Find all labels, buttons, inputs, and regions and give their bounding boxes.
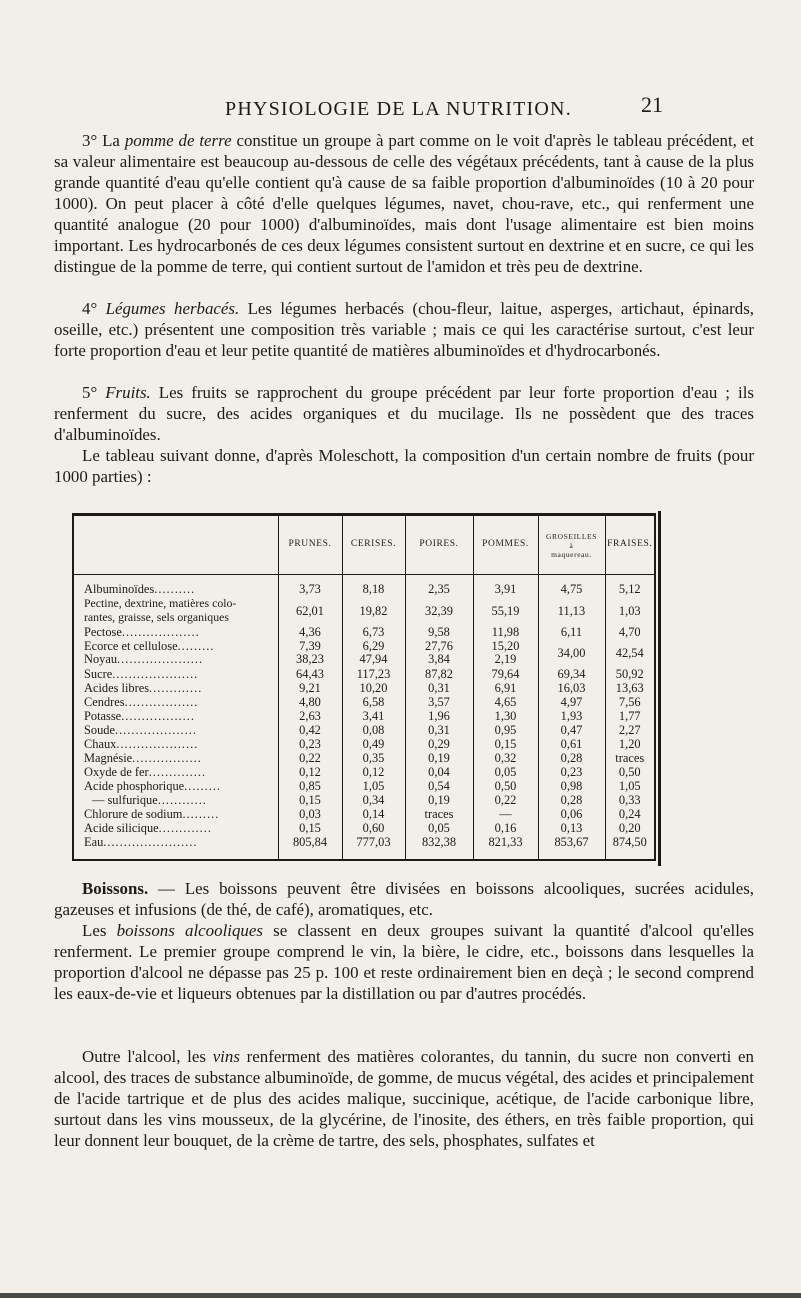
cell-value: 832,38 [405,836,473,859]
cell-value: 0,22 [278,752,342,766]
cell-value: 0,47 [538,724,605,738]
cell-value: 69,34 [538,668,605,682]
table-row: Eau....................... 805,84 777,03 832,38 821,33 853,67 874,50 [74,836,654,859]
cell-value: 1,03 [605,597,654,625]
cell-value: 6,91 [473,682,538,696]
cell-value: 0,28 [538,752,605,766]
cell-value: 874,50 [605,836,654,859]
cell-value: 0,19 [405,752,473,766]
page-header [0,92,801,130]
cell-value: 0,03 [278,808,342,822]
cell-value: 0,19 [405,794,473,808]
cell-value: 8,18 [342,575,405,598]
row-label: Potasse [84,708,122,723]
cell-value: 0,12 [342,766,405,780]
header-groseilles-line2: à [569,540,574,550]
cell-value: 7,56 [605,696,654,710]
paragraph-boissons-alcooliques [54,920,754,1004]
table-header-row [74,516,654,575]
paragraph-text: Le tableau suivant donne, d'après Moleschott, la composition d'un certain nombre de fruits (pour 1000 parties) : [54,446,754,486]
fruit-composition-table [72,513,656,861]
cell-value: 0,60 [342,822,405,836]
table-row: Chaux.................... 0,23 0,49 0,29 0,15 0,61 1,20 [74,738,654,752]
paragraph-text: se classent en deux groupes suivant la quantité d'alcool qu'elles renferment. Le premier groupe comprend le vin, la bière, le cidre, etc., boissons dans lesquelles la proportion d'alcool ne dépasse pas 25 p. 100 et reste ordinairement bien en deçà ; le second comprend les eaux-de-vie et liqueurs obtenues par la distillation ou par d'autres procédés. [54,921,754,1003]
cell-value: 2,35 [405,575,473,598]
cell-value: 0,12 [278,766,342,780]
row-label: Eau [84,835,104,850]
cell-value: 0,23 [538,766,605,780]
cell-value: 0,95 [473,724,538,738]
row-label: rantes, graisse, sels organiques [84,609,229,624]
composition-table [74,516,654,859]
row-label: Albuminoïdes [84,582,155,596]
cell-value: 6,29 [362,638,385,653]
cell-value: 62,01 [278,597,342,625]
table-row [74,597,654,625]
cell-value: 47,94 [359,652,388,667]
paragraph-text: renferment des matières colorantes, du tannin, du sucre non converti en alcool, des traces de substance albuminoïde, de gomme, de mucus végétal, des acides et principalement de l'acide tartrique et de plus des acides malique, succinique, acétique, de l'acide carbonique libre, surtout dans les vins mousseux, de la glycérine, de l'inosite, des éthers, en très faible proportion, qui leur donnent leur bouquet, de la crème de tartre, des sels, phosphates, sulfates et [54,1047,754,1150]
cell-value: 0,35 [342,752,405,766]
cell-value: 0,23 [278,738,342,752]
scan-edge [0,1293,801,1298]
cell-value: 2,63 [278,710,342,724]
cell-value: 853,67 [538,836,605,859]
header-pommes: POMMES. [473,516,538,575]
cell-value: 3,84 [428,652,450,667]
paragraph-number: 4° [82,299,106,318]
cell-value: 0,20 [605,822,654,836]
row-label: Noyau [84,652,118,667]
cell-value: 6,11 [538,626,605,640]
italic-term: Légumes herbacés. [105,299,240,318]
paragraph-text: constitue un groupe à part comme on le voit d'après le tableau précédent, et sa valeur alimentaire est beaucoup au-dessous de celle des végétaux précédents, tant à cause de la plus grande quantité d'eau qu'elle contient qu'à cause de sa faible proportion d'albuminoïdes (10 à 20 pour 1000). On peut placer à côté d'elle quelques légumes, navet, chou-rave, etc., qui renferment une quantité analogue (20 pour 1000) d'albuminoïdes, mais dont l'usage alimentaire est bien moins important. Les hydrocarbonés de ces deux légumes consistent surtout en dextrine et en sucre, ce qui les distingue de la pomme de terre, qui contient surtout de l'amidon et très peu de dextrine. [54,131,754,276]
paragraph-fruits [54,382,754,445]
cell-value: 1,05 [342,780,405,794]
row-label: Sucre [84,666,113,681]
cell-value: traces [605,752,654,766]
table-row: Acide silicique............. 0,15 0,60 0,05 0,16 0,13 0,20 [74,822,654,836]
header-prunes: PRUNES. [278,516,342,575]
cell-value: 0,15 [278,794,342,808]
cell-value: 11,98 [473,626,538,640]
cell-value: 9,21 [278,682,342,696]
row-label: Chlorure de sodium [84,807,183,822]
cell-value: 0,61 [538,738,605,752]
cell-value: — [473,808,538,822]
header-groseilles-line3: maquereau. [551,549,592,559]
cell-value: 0,05 [473,766,538,780]
header-fraises: FRAISES. [605,516,654,575]
paragraph-text: Les [82,921,117,940]
paragraph-boissons [54,878,754,920]
cell-value: 0,24 [605,808,654,822]
cell-value: 4,75 [538,575,605,598]
cell-value: 1,77 [605,710,654,724]
cell-value: 11,13 [538,597,605,625]
cell-value: 0,06 [538,808,605,822]
cell-value: 32,39 [405,597,473,625]
cell-value: 0,13 [538,822,605,836]
italic-term: boissons alcooliques [116,921,263,940]
cell-value: 0,98 [538,780,605,794]
cell-value: 79,64 [473,668,538,682]
cell-value: 27,76 [425,638,453,653]
cell-value: 13,63 [605,682,654,696]
page-number: 21 [641,92,663,117]
row-label: Cendres [84,694,125,709]
cell-value: 5,12 [605,575,654,598]
italic-term: Fruits. [105,383,151,402]
row-label: Ecorce et cellulose [84,638,178,653]
cell-value: 50,92 [605,668,654,682]
cell-value: 0,34 [342,794,405,808]
cell-value: 1,93 [538,710,605,724]
cell-value: 0,31 [405,724,473,738]
paragraph-tableau-intro [54,445,754,487]
bold-term: Boissons. [82,879,149,898]
cell-value: 42,54 [605,640,654,668]
cell-value: 7,39 [299,638,321,653]
row-label: Acide silicique [84,821,159,836]
cell-value: 1,20 [605,738,654,752]
cell-value: 1,05 [605,780,654,794]
row-label: Oxyde de fer [84,765,149,780]
cell-value: 0,33 [605,794,654,808]
table-row: Ecorce et cellulose......... Noyau..................... 7,39 38,23 6,29 47,94 27,76 3,84 15,20 2,19 34,00 42,54 [74,640,654,668]
cell-value: 0,28 [538,794,605,808]
header-cerises: CERISES. [342,516,405,575]
cell-value: 0,15 [473,738,538,752]
table-row: Chlorure de sodium......... 0,03 0,14 traces — 0,06 0,24 [74,808,654,822]
cell-value: 87,82 [405,668,473,682]
cell-value: 0,29 [405,738,473,752]
cell-value: 0,85 [278,780,342,794]
cell-value: 3,41 [342,710,405,724]
cell-value: 19,82 [342,597,405,625]
cell-value: 2,27 [605,724,654,738]
cell-value: 777,03 [342,836,405,859]
row-label: Pectose [84,624,122,639]
cell-value: 805,84 [278,836,342,859]
cell-value: 0,22 [473,794,538,808]
header-empty [74,516,278,575]
cell-value: 34,00 [538,640,605,668]
cell-value: 0,42 [278,724,342,738]
row-label: Magnésie [84,751,133,766]
cell-value: 0,15 [278,822,342,836]
row-label: — sulfurique [92,793,158,808]
cell-value: 0,50 [473,780,538,794]
cell-value: 4,65 [473,696,538,710]
paragraph-text: — Les boissons peuvent être divisées en boissons alcooliques, sucrées acidules, gazeuses et infusions (de thé, de café), aromatiques, etc. [54,879,754,919]
cell-value: 0,31 [405,682,473,696]
paragraph-text: Outre l'alcool, les [82,1047,213,1066]
row-label: Soude [84,722,115,737]
running-title: PHYSIOLOGIE DE LA NUTRITION. [225,98,572,120]
cell-value: 0,05 [405,822,473,836]
paragraph-legumes-herbaces [54,298,754,361]
table-row: Cendres.................. 4,80 6,58 3,57 4,65 4,97 7,56 [74,696,654,710]
table-row: Potasse.................. 2,63 3,41 1,96 1,30 1,93 1,77 [74,710,654,724]
cell-value: 6,58 [342,696,405,710]
paragraph-number: 5° [82,383,106,402]
cell-value: 6,73 [342,626,405,640]
cell-value: 2,19 [494,652,517,667]
italic-term: vins [212,1047,240,1066]
cell-value: 55,19 [473,597,538,625]
table-row: Acides libres............. 9,21 10,20 0,31 6,91 16,03 13,63 [74,682,654,696]
cell-value: 4,36 [278,626,342,640]
cell-value: 4,70 [605,626,654,640]
cell-value: 0,49 [342,738,405,752]
cell-value: 0,50 [605,766,654,780]
paragraph-pomme-de-terre [54,130,754,277]
header-groseilles-line1: GROSEILLES [546,531,597,541]
cell-value: 64,43 [278,668,342,682]
paragraph-text: Les fruits se rapprochent du groupe précédent par leur forte proportion d'eau ; ils renferment du sucre, des acides organiques et du mucilage. Ils ne possèdent que des traces d'albuminoïdes. [54,383,754,444]
table-row: Soude.................... 0,42 0,08 0,31 0,95 0,47 2,27 [74,724,654,738]
cell-value: 3,73 [278,575,342,598]
row-label: Acides libres [84,680,150,695]
header-groseilles [538,516,605,575]
cell-value: 0,08 [342,724,405,738]
row-label: Acide phosphorique [84,779,185,794]
cell-value: 1,96 [405,710,473,724]
table-row: Albuminoïdes.......... 3,73 8,18 2,35 3,91 4,75 5,12 [74,575,654,598]
cell-value: 821,33 [473,836,538,859]
cell-value: 3,57 [405,696,473,710]
cell-value: 10,20 [342,682,405,696]
cell-value: 1,30 [473,710,538,724]
table-row: Acide phosphorique......... 0,85 1,05 0,54 0,50 0,98 1,05 [74,780,654,794]
cell-value: 0,54 [405,780,473,794]
cell-value: 0,32 [473,752,538,766]
cell-value: 38,23 [296,652,324,667]
row-label: Pectine, dextrine, matières colo- [84,596,237,611]
table-row: — sulfurique............ 0,15 0,34 0,19 0,22 0,28 0,33 [74,794,654,808]
cell-value: 0,14 [342,808,405,822]
table-row: Pectose................... 4,36 6,73 9,58 11,98 6,11 4,70 [74,626,654,640]
cell-value: traces [405,808,473,822]
cell-value: 0,16 [473,822,538,836]
cell-value: 9,58 [405,626,473,640]
cell-value: 16,03 [538,682,605,696]
cell-value: 3,91 [473,575,538,598]
row-label: Chaux [84,737,117,752]
table-row: Sucre..................... 64,43 117,23 87,82 79,64 69,34 50,92 [74,668,654,682]
paragraph-vins [54,1046,754,1151]
cell-value: 4,80 [278,696,342,710]
paragraph-text: Les légumes herbacés (chou-fleur, laitue, asperges, artichaut, épinards, oseille, etc.) présentent une composition très variable ; mais ce qui les caractérise surtout, c'est leur forte proportion d'eau et leur petite quantité de matières albuminoïdes et d'hydrocarbonés. [54,299,754,360]
cell-value: 15,20 [491,638,520,653]
table-row: Oxyde de fer.............. 0,12 0,12 0,04 0,05 0,23 0,50 [74,766,654,780]
cell-value: 117,23 [342,668,405,682]
italic-term: pomme de terre [124,131,232,150]
cell-value: 4,97 [538,696,605,710]
cell-value: 0,04 [405,766,473,780]
paragraph-number: 3° La [82,131,125,150]
table-row: Magnésie................. 0,22 0,35 0,19 0,32 0,28 traces [74,752,654,766]
header-poires: POIRES. [405,516,473,575]
